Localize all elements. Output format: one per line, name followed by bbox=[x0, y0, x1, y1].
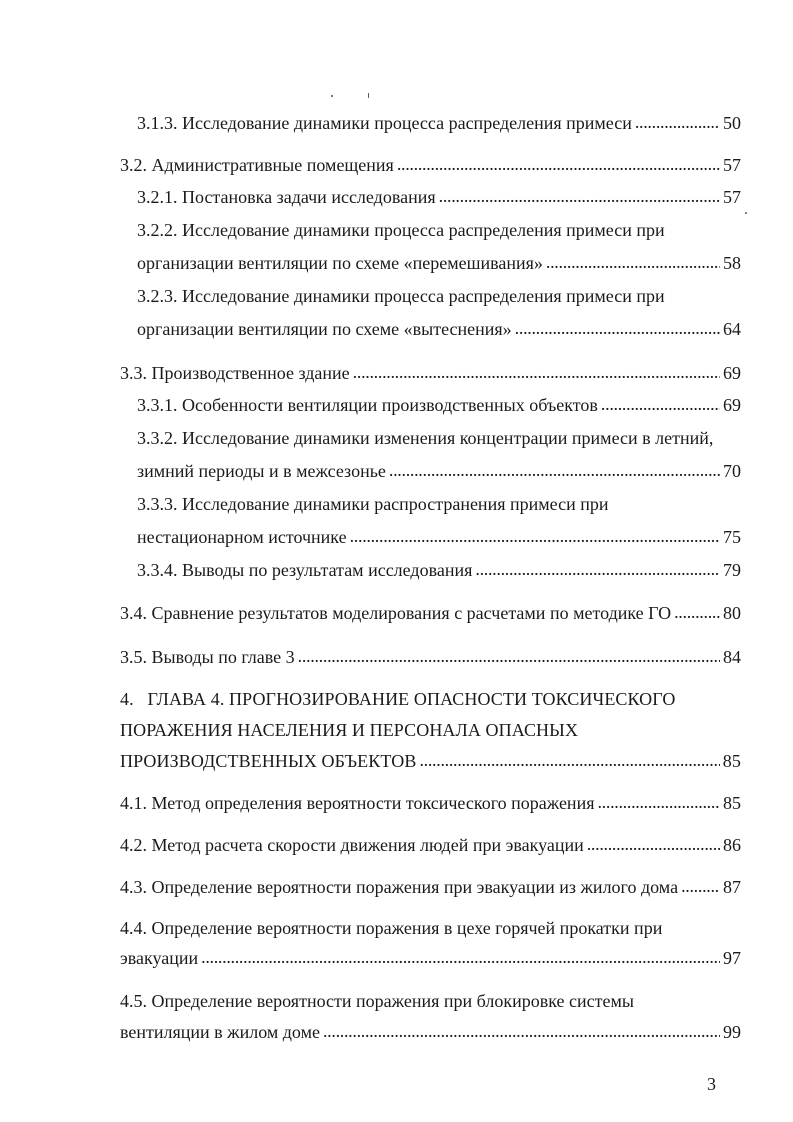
toc-entry-page: 84 bbox=[723, 647, 741, 667]
dot-leader bbox=[597, 791, 720, 813]
dot-leader bbox=[475, 558, 720, 580]
toc-entry-title: нестационарном источнике bbox=[137, 527, 347, 547]
page-number: 3 bbox=[707, 1074, 716, 1094]
toc-entry-3-3-3[interactable] bbox=[137, 493, 608, 515]
toc-entry-3-3-3-cont[interactable] bbox=[137, 526, 741, 548]
toc-entry-title: 4.3. Определение вероятности поражения при эвакуации из жилого дома bbox=[120, 877, 679, 897]
dot-leader bbox=[298, 645, 720, 667]
toc-entry-title: 3.3. Производственное здание bbox=[120, 363, 350, 383]
toc-entry-3-2-2-cont[interactable] bbox=[137, 252, 741, 274]
toc-entry-page: 85 bbox=[722, 751, 741, 771]
toc-entry-4-5-cont[interactable] bbox=[120, 1021, 741, 1043]
toc-entry-3-5[interactable] bbox=[120, 646, 741, 668]
toc-entry-title: ПОРАЖЕНИЯ НАСЕЛЕНИЯ И ПЕРСОНАЛА ОПАСНЫХ bbox=[120, 720, 579, 740]
toc-entry-3-2-3-cont[interactable] bbox=[137, 318, 741, 340]
toc-entry-page: 69 bbox=[723, 395, 741, 415]
toc-entry-3-1-3[interactable] bbox=[137, 112, 741, 134]
dot-leader bbox=[439, 185, 720, 207]
toc-entry-title: организации вентиляции по схеме «вытеснения» bbox=[137, 319, 512, 339]
toc-entry-3-2[interactable] bbox=[120, 154, 741, 176]
toc-entry-page: 64 bbox=[723, 319, 741, 339]
toc-entry-3-3-4[interactable] bbox=[137, 559, 741, 581]
toc-entry-page: 79 bbox=[723, 560, 741, 580]
dot-leader bbox=[323, 1020, 720, 1042]
toc-chapter-4-cont[interactable] bbox=[120, 719, 578, 741]
toc-entry-title: 3.3.4. Выводы по результатам исследования bbox=[137, 560, 473, 580]
toc-entry-3-3-1[interactable] bbox=[137, 394, 741, 416]
toc-entry-4-4-cont[interactable] bbox=[120, 947, 741, 969]
dot-leader bbox=[419, 749, 719, 771]
dot-leader bbox=[201, 946, 720, 968]
toc-entry-title: вентиляции в жилом доме bbox=[120, 1022, 320, 1042]
toc-entry-3-3-2-cont[interactable] bbox=[137, 460, 741, 482]
toc-entry-title: организации вентиляции по схеме «перемешивания» bbox=[137, 253, 543, 273]
toc-entry-page: 99 bbox=[723, 1022, 741, 1042]
toc-entry-title: 3.2.1. Постановка задачи исследования bbox=[137, 187, 436, 207]
toc-entry-4-2[interactable] bbox=[120, 834, 741, 856]
toc-entry-page: 57 bbox=[723, 187, 741, 207]
toc-entry-title: эвакуации bbox=[120, 948, 199, 968]
dot-leader bbox=[674, 601, 720, 623]
toc-entry-4-4[interactable] bbox=[120, 917, 662, 939]
scan-speck bbox=[745, 212, 747, 214]
toc-entry-title: 3.3.2. Исследование динамики изменения концентрации примеси в летний, bbox=[137, 428, 714, 448]
toc-entry-title: 4. ГЛАВА 4. ПРОГНОЗИРОВАНИЕ ОПАСНОСТИ ТОКСИЧЕСКОГО bbox=[120, 689, 676, 709]
toc-entry-title: 3.2.3. Исследование динамики процесса распределения примеси при bbox=[137, 286, 665, 306]
toc-entry-title: 3.5. Выводы по главе 3 bbox=[120, 647, 295, 667]
dot-leader bbox=[681, 875, 720, 897]
dot-leader bbox=[515, 317, 720, 339]
dot-leader bbox=[350, 525, 720, 547]
dot-leader bbox=[546, 251, 720, 273]
dot-leader bbox=[353, 361, 720, 383]
scan-speck bbox=[331, 95, 333, 97]
toc-chapter-4[interactable] bbox=[120, 688, 675, 710]
toc-entry-title: 4.5. Определение вероятности поражения при блокировке системы bbox=[120, 991, 634, 1011]
toc-entry-title: 3.3.3. Исследование динамики распространения примеси при bbox=[137, 494, 609, 514]
toc-entry-page: 85 bbox=[723, 793, 741, 813]
toc-entry-title: зимний периоды и в межсезонье bbox=[137, 461, 386, 481]
scan-speck bbox=[368, 93, 369, 98]
toc-entry-3-2-3[interactable] bbox=[137, 285, 665, 307]
toc-entry-title: 3.2.2. Исследование динамики процесса распределения примеси при bbox=[137, 220, 665, 240]
toc-entry-page: 70 bbox=[723, 461, 741, 481]
toc-entry-page: 87 bbox=[723, 877, 741, 897]
toc-entry-page: 58 bbox=[723, 253, 741, 273]
dot-leader bbox=[601, 393, 720, 415]
toc-entry-3-2-2[interactable] bbox=[137, 219, 665, 241]
toc-entry-3-3-2[interactable] bbox=[137, 427, 713, 449]
toc-entry-title: 4.1. Метод определения вероятности токсического поражения bbox=[120, 793, 595, 813]
toc-entry-4-3[interactable] bbox=[120, 876, 741, 898]
toc-entry-title: 4.2. Метод расчета скорости движения людей при эвакуации bbox=[120, 835, 584, 855]
toc-entry-page: 57 bbox=[723, 155, 741, 175]
toc-entry-page: 75 bbox=[723, 527, 741, 547]
toc-entry-title: 3.1.3. Исследование динамики процесса распределения примеси bbox=[137, 113, 632, 133]
toc-entry-page: 69 bbox=[723, 363, 741, 383]
toc-entry-title: 4.4. Определение вероятности поражения в цехе горячей прокатки при bbox=[120, 918, 663, 938]
dot-leader bbox=[397, 153, 720, 175]
toc-entry-page: 97 bbox=[723, 948, 741, 968]
dot-leader bbox=[635, 111, 720, 133]
toc-entry-3-2-1[interactable] bbox=[137, 186, 741, 208]
toc-entry-3-3[interactable] bbox=[120, 362, 741, 384]
toc-entry-page: 50 bbox=[723, 113, 741, 133]
dot-leader bbox=[389, 459, 720, 481]
toc-chapter-4-cont-2[interactable] bbox=[120, 750, 741, 772]
toc-entry-title: 3.4. Сравнение результатов моделирования с расчетами по методике ГО bbox=[120, 603, 672, 623]
toc-entry-4-1[interactable] bbox=[120, 792, 741, 814]
toc-entry-title: 3.2. Административные помещения bbox=[120, 155, 394, 175]
toc-entry-page: 86 bbox=[723, 835, 741, 855]
toc-entry-page: 80 bbox=[723, 603, 741, 623]
toc-entry-title: 3.3.1. Особенности вентиляции производственных объектов bbox=[137, 395, 598, 415]
toc-entry-title: ПРОИЗВОДСТВЕННЫХ ОБЪЕКТОВ bbox=[120, 751, 417, 771]
toc-entry-3-4[interactable] bbox=[120, 602, 741, 624]
toc-entry-4-5[interactable] bbox=[120, 990, 634, 1012]
dot-leader bbox=[587, 833, 720, 855]
